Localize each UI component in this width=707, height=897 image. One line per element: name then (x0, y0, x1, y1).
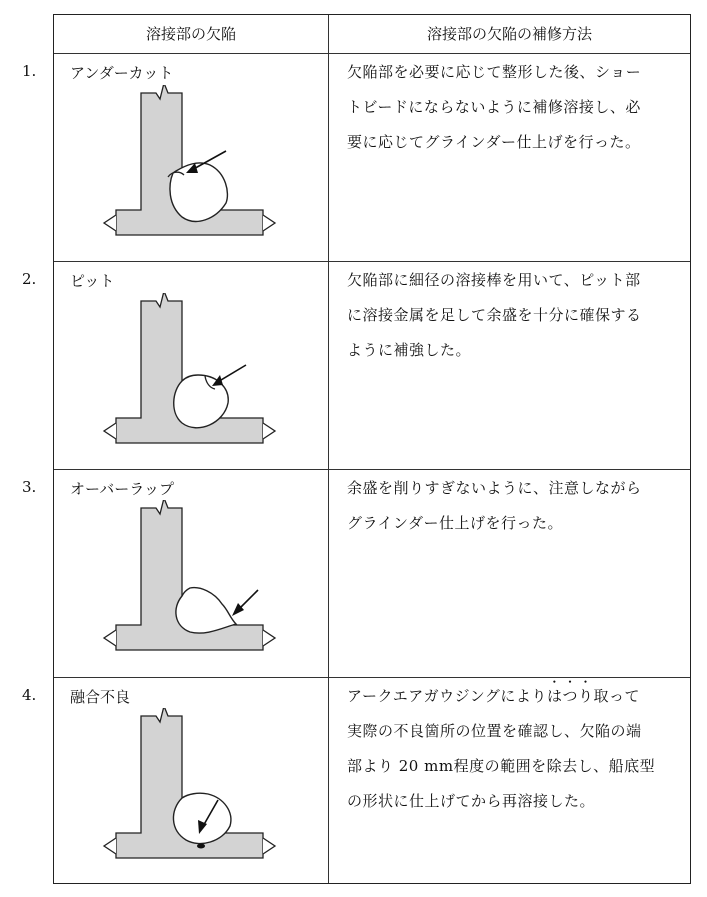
repair-line: に溶接金属を足して余盛を十分に確保する (347, 306, 642, 324)
repair-text-3 (347, 471, 679, 541)
repair-line: 欠陥部に細径の溶接棒を用いて、ピット部 (347, 271, 641, 289)
repair-line: ように補強した。 (347, 341, 472, 359)
defect-label-3: オーバーラップ (70, 480, 174, 498)
emphasis-dot-char: ・ り (578, 687, 594, 705)
row-number-1: 1. (22, 62, 37, 80)
repair-text-1 (347, 55, 679, 160)
repair-line: 余盛を削りすぎないように、注意しながら (347, 479, 642, 497)
defect-label-4: 融合不良 (70, 688, 131, 706)
header-defect: 溶接部の欠陥 (145, 25, 236, 43)
row-number-3: 3. (22, 478, 37, 496)
row-divider-3 (54, 677, 690, 678)
row-number-2: 2. (22, 270, 37, 288)
pit-diagram (98, 293, 283, 463)
row-divider-1 (54, 261, 690, 262)
overlap-diagram (98, 500, 283, 670)
repair-line: 部より 20 mm程度の範囲を除去し、船底型 (347, 757, 656, 775)
undercut-diagram (98, 85, 283, 255)
repair-text-part: 取って (593, 687, 640, 705)
row-divider-2 (54, 469, 690, 470)
repair-line: の形状に仕上げてから再溶接した。 (347, 792, 596, 810)
defect-label-1: アンダーカット (70, 64, 174, 82)
repair-text-4 (347, 679, 679, 819)
defect-label-2: ピット (70, 272, 115, 290)
header-divider (54, 53, 690, 54)
repair-line: 欠陥部を必要に応じて整形した後、ショー (347, 63, 642, 81)
repair-line: グラインダー仕上げを行った。 (347, 514, 563, 532)
repair-line: トビードにならないように補修溶接し、必 (347, 98, 641, 116)
row-number-4: 4. (22, 686, 37, 704)
column-divider (328, 15, 329, 883)
emphasis-dot-char: ・ は (547, 687, 563, 705)
repair-text-part: アークエアガウジングにより (347, 687, 547, 705)
header-repair: 溶接部の欠陥の補修方法 (426, 25, 592, 43)
repair-text-2 (347, 263, 679, 368)
repair-line: 実際の不良箇所の位置を確認し、欠陥の端 (347, 722, 642, 740)
repair-line (347, 679, 679, 714)
repair-line: 要に応じてグラインダー仕上げを行った。 (347, 133, 641, 151)
lack-of-fusion-diagram (98, 708, 283, 878)
emphasis-dot-char: ・ つ (562, 687, 578, 705)
